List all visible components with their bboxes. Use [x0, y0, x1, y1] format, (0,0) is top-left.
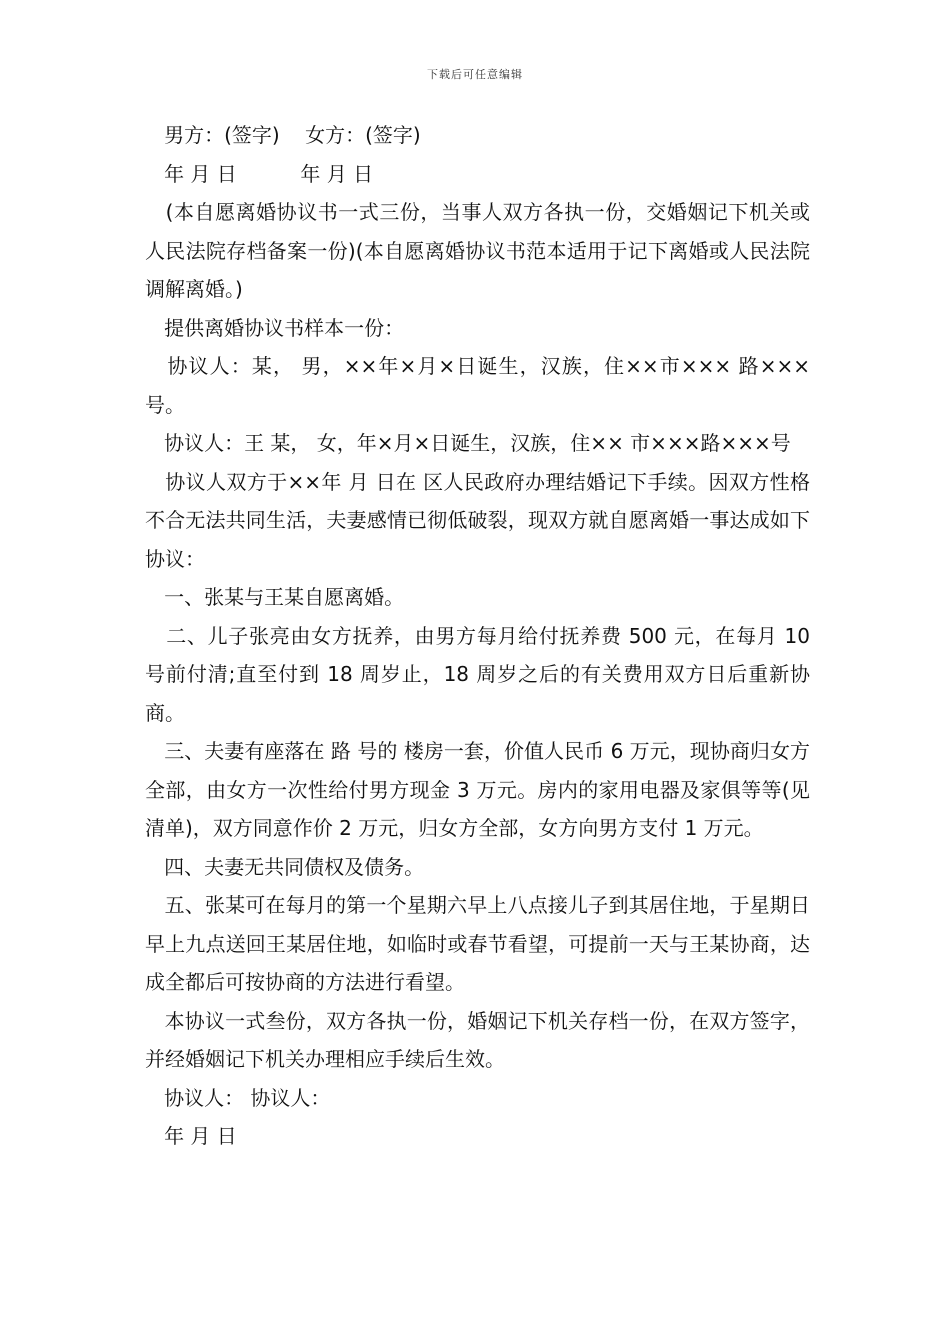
party-female: 协议人：王 某， 女，年×月×日诞生，汉族，住×× 市×××路×××号 — [145, 431, 791, 455]
clause-1: 一、张某与王某自愿离婚。 — [145, 585, 405, 609]
clause-5: 五、张某可在每月的第一个星期六早上八点接儿子到其居住地，于星期日早上九点送回王某居住地，如临时或春节看望，可提前一天与王某协商，达成全都后可按协商的方法进行看望。 — [145, 893, 811, 994]
document-body — [145, 116, 817, 1156]
clause-4: 四、夫妻无共同债权及债务。 — [145, 854, 425, 879]
party-male: 协议人：某， 男，××年×月×日诞生，汉族，住××市××× 路×××号。 — [145, 354, 811, 417]
preamble-paragraph: 协议人双方于××年 月 日在 区人民政府办理结婚记下手续。因双方性格不合无法共同生活，夫妻感情已彻低破裂，现双方就自愿离婚一事达成如下协议： — [145, 469, 810, 571]
page-header: 下载后可任意编辑 — [427, 68, 523, 81]
final-date-line: 年 月 日 — [145, 1124, 237, 1148]
clause-3: 三、夫妻有座落在 路 号的 楼房一套，价值人民币 6 万元，现协商归女方全部，由女方一次性给付男方现金 3 万元。房内的家用电器及家俱等等(见清单)，双方同意作价 2 万元，归女方全部，女方向男方支付 1 万元。 — [145, 739, 810, 840]
effectiveness-paragraph: 本协议一式叁份，双方各执一份，婚姻记下机关存档一份，在双方签字，并经婚姻记下机关办理相应手续后生效。 — [145, 1008, 811, 1071]
clause-2: 二、儿子张亮由女方抚养，由男方每月给付抚养费 500 元，在每月 10 号前付清;直至付到 18 周岁止，18 周岁之后的有关费用双方日后重新协商。 — [145, 623, 817, 725]
note-paragraph: (本自愿离婚协议书一式三份，当事人双方各执一份，交婚姻记下机关或人民法院存档备案一份)(本自愿离婚协议书范本适用于记下离婚或人民法院调解离婚。) — [145, 200, 810, 301]
signatories-line: 协议人： 协议人： — [145, 1085, 331, 1110]
signature-line: 男方：(签字) 女方：(签字) — [145, 123, 421, 147]
date-line: 年 月 日 年 月 日 — [145, 161, 374, 186]
sample-intro: 提供离婚协议书样本一份： — [145, 315, 405, 340]
